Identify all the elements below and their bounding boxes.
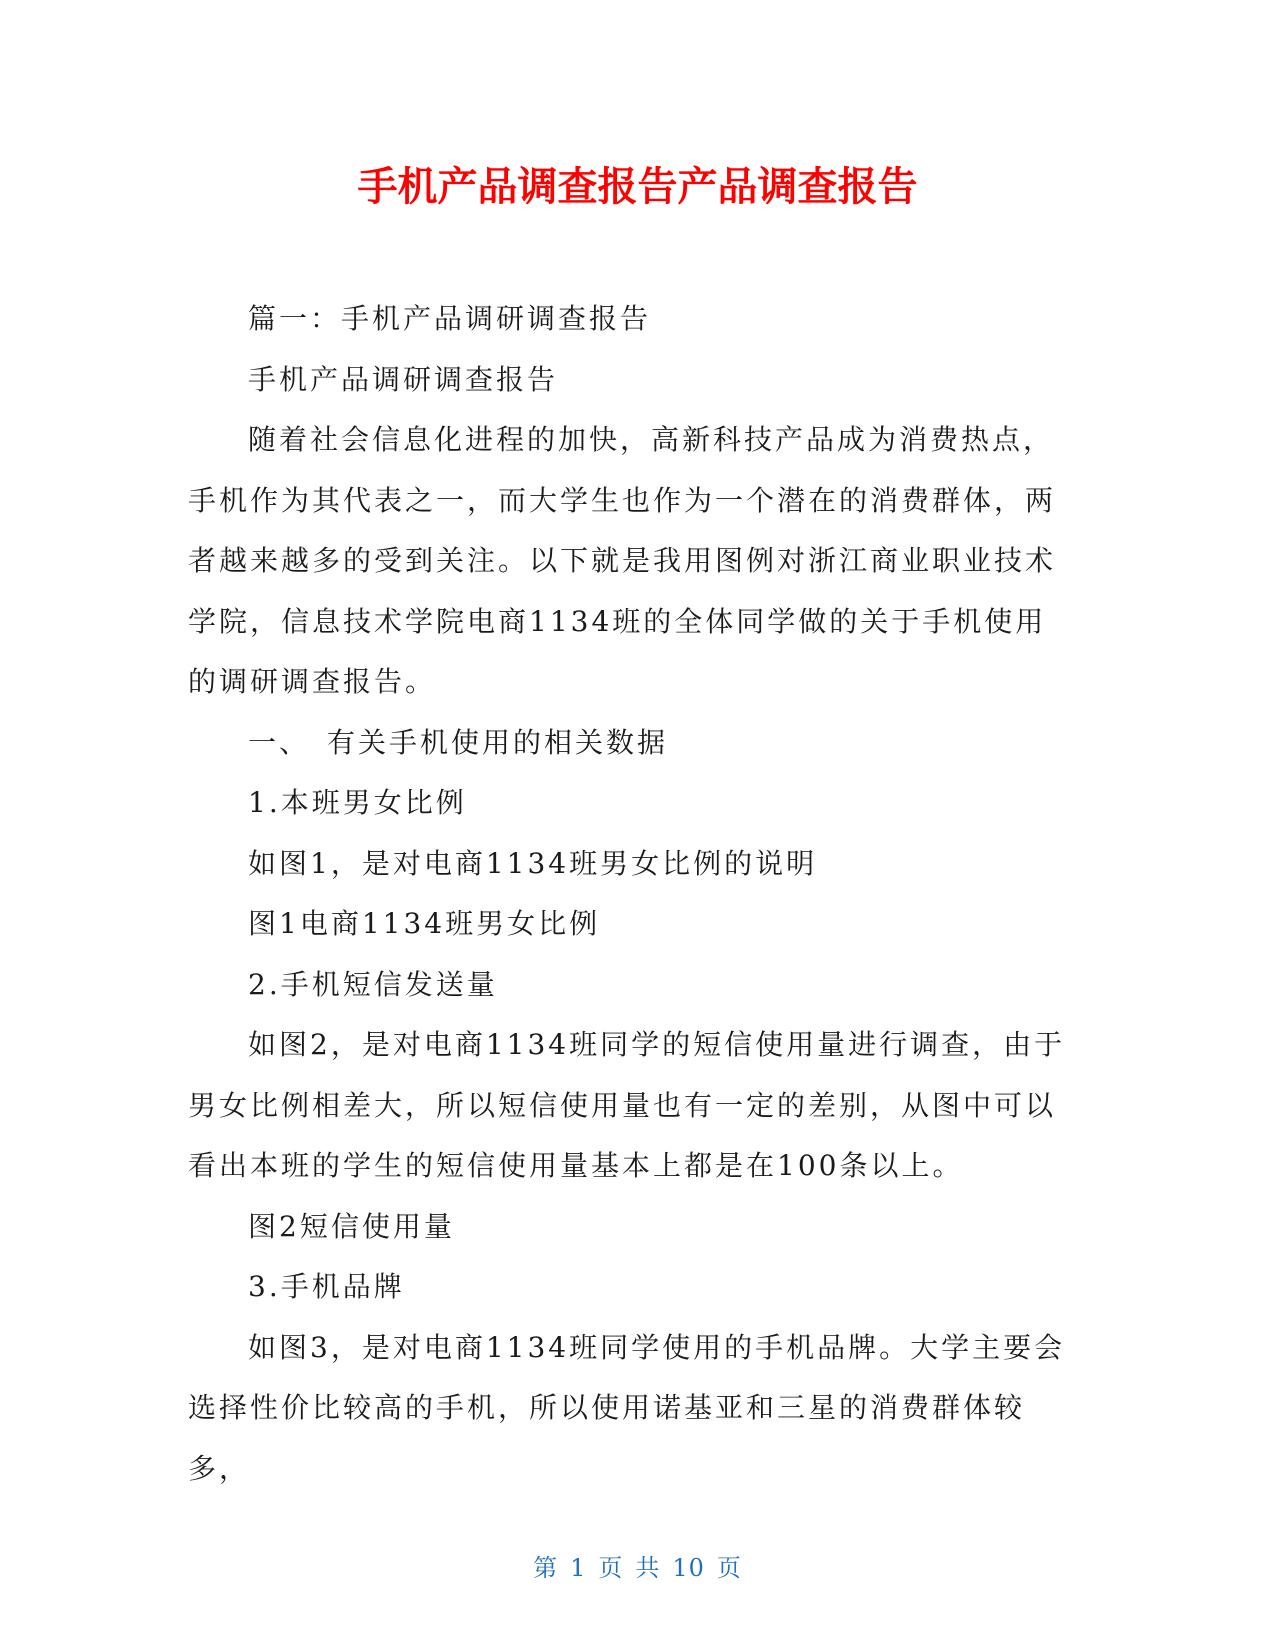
paragraph: 如图1，是对电商1134班男女比例的说明: [248, 846, 818, 880]
subsection-heading: 3.手机品牌: [248, 1270, 405, 1303]
paragraph: 随着社会信息化进程的加快，高新科技产品成为消费热点，手机作为其代表之一，而大学生也作为一个潜在的消费群体，两者越来越多的受到关注。以下就是我用图例对浙江商业职业技术学院，信息技术学院电商1134班的全体同学做的关于手机使用的调研调查报告。: [188, 423, 1057, 698]
document-title: 手机产品调查报告产品调查报告: [357, 164, 918, 210]
footer-prefix: 第: [533, 1554, 559, 1582]
page-footer: [0, 1548, 1275, 1583]
total-pages: 10: [672, 1554, 705, 1582]
page-number: 1: [570, 1554, 587, 1582]
figure-caption: 图1电商1134班男女比例: [248, 907, 601, 940]
footer-page-word: 页: [598, 1554, 624, 1582]
subsection-heading: 2.手机短信发送量: [248, 967, 498, 1001]
subsection-heading: 1.本班男女比例: [248, 786, 467, 819]
footer-suffix: 页: [716, 1554, 742, 1582]
paragraph: 如图3，是对电商1134班同学使用的手机品牌。大学主要会选择性价比较高的手机，所以使用诺基亚和三星的消费群体较多，: [188, 1330, 1066, 1485]
section-heading: 一、 有关手机使用的相关数据: [248, 725, 669, 759]
paragraph: 手机产品调研调查报告: [248, 362, 559, 396]
footer-total-word: 共: [635, 1554, 661, 1582]
paragraph: 如图2，是对电商1134班同学的短信使用量进行调查，由于男女比例相差大，所以短信使用量也有一定的差别，从图中可以看出本班的学生的短信使用量基本上都是在100条以上。: [188, 1028, 1066, 1182]
paragraph: 篇一：手机产品调研调查报告: [248, 302, 652, 335]
document-body: [188, 289, 1068, 1499]
figure-caption: 图2短信使用量: [248, 1209, 455, 1243]
